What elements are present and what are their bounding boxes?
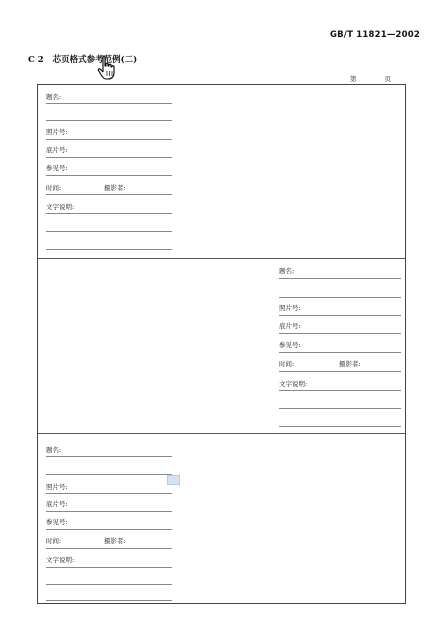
reference-no-underline [279, 352, 401, 353]
caption-underline-2 [46, 584, 172, 585]
photo-no-underline [279, 315, 401, 316]
photo-no-label: 照片号: [46, 483, 68, 491]
time-underline [279, 371, 401, 372]
title-underline [46, 456, 172, 457]
album-page-frame [37, 84, 406, 604]
caption-label: 文字说明: [46, 556, 75, 564]
photo-no-underline [46, 493, 172, 494]
negative-no-underline [46, 157, 172, 158]
negative-no-underline [46, 511, 172, 512]
title-underline-2 [46, 474, 172, 475]
reference-no-underline [46, 175, 172, 176]
title-label: 题名: [46, 446, 62, 454]
time-underline [46, 194, 172, 195]
hand-pointer-icon [96, 55, 118, 81]
negative-no-underline [279, 333, 401, 334]
reference-no-label: 参见号: [46, 518, 68, 526]
caption-underline-2 [46, 231, 172, 232]
title-underline-2 [279, 297, 401, 298]
caption-underline-3 [279, 426, 401, 427]
title-underline-2 [46, 120, 172, 121]
time-label: 时间: [46, 184, 62, 192]
negative-no-label: 底片号: [279, 322, 301, 330]
time-underline [46, 548, 172, 549]
title-underline [279, 278, 401, 279]
caption-label: 文字说明: [46, 203, 75, 211]
caption-underline-3 [46, 249, 172, 250]
photo-no-underline [46, 139, 172, 140]
caption-underline-3 [46, 600, 172, 601]
reference-no-label: 参见号: [46, 164, 68, 172]
photo-no-label: 照片号: [279, 304, 301, 312]
photo-entry-3 [46, 434, 174, 602]
caption-underline [279, 390, 401, 391]
title-label: 题名: [46, 93, 62, 101]
photo-entry-2 [279, 259, 403, 431]
photographer-label: 摄影者: [339, 360, 361, 368]
caption-underline [46, 567, 172, 568]
photo-no-label: 照片号: [46, 128, 68, 136]
caption-underline-2 [279, 408, 401, 409]
selection-highlight [167, 475, 180, 485]
time-label: 时间: [279, 360, 295, 368]
title-label: 题名: [279, 267, 295, 275]
reference-no-underline [46, 529, 172, 530]
negative-no-label: 底片号: [46, 500, 68, 508]
title-underline [46, 103, 172, 104]
photographer-label: 摄影者: [104, 537, 126, 545]
reference-no-label: 参见号: [279, 341, 301, 349]
caption-label: 文字说明: [279, 380, 308, 388]
section-heading [28, 53, 137, 65]
photo-entry-1 [46, 85, 174, 257]
standard-number: GB/T 11821—2002 [329, 30, 420, 40]
section-title: 芯页格式参考范例(二) [52, 55, 138, 65]
time-label: 时间: [46, 537, 62, 545]
photographer-label: 摄影者: [104, 184, 126, 192]
negative-no-label: 底片号: [46, 146, 68, 154]
section-number: C 2 [28, 55, 44, 65]
page-number-label: 第 页 [349, 75, 404, 83]
caption-underline [46, 213, 172, 214]
